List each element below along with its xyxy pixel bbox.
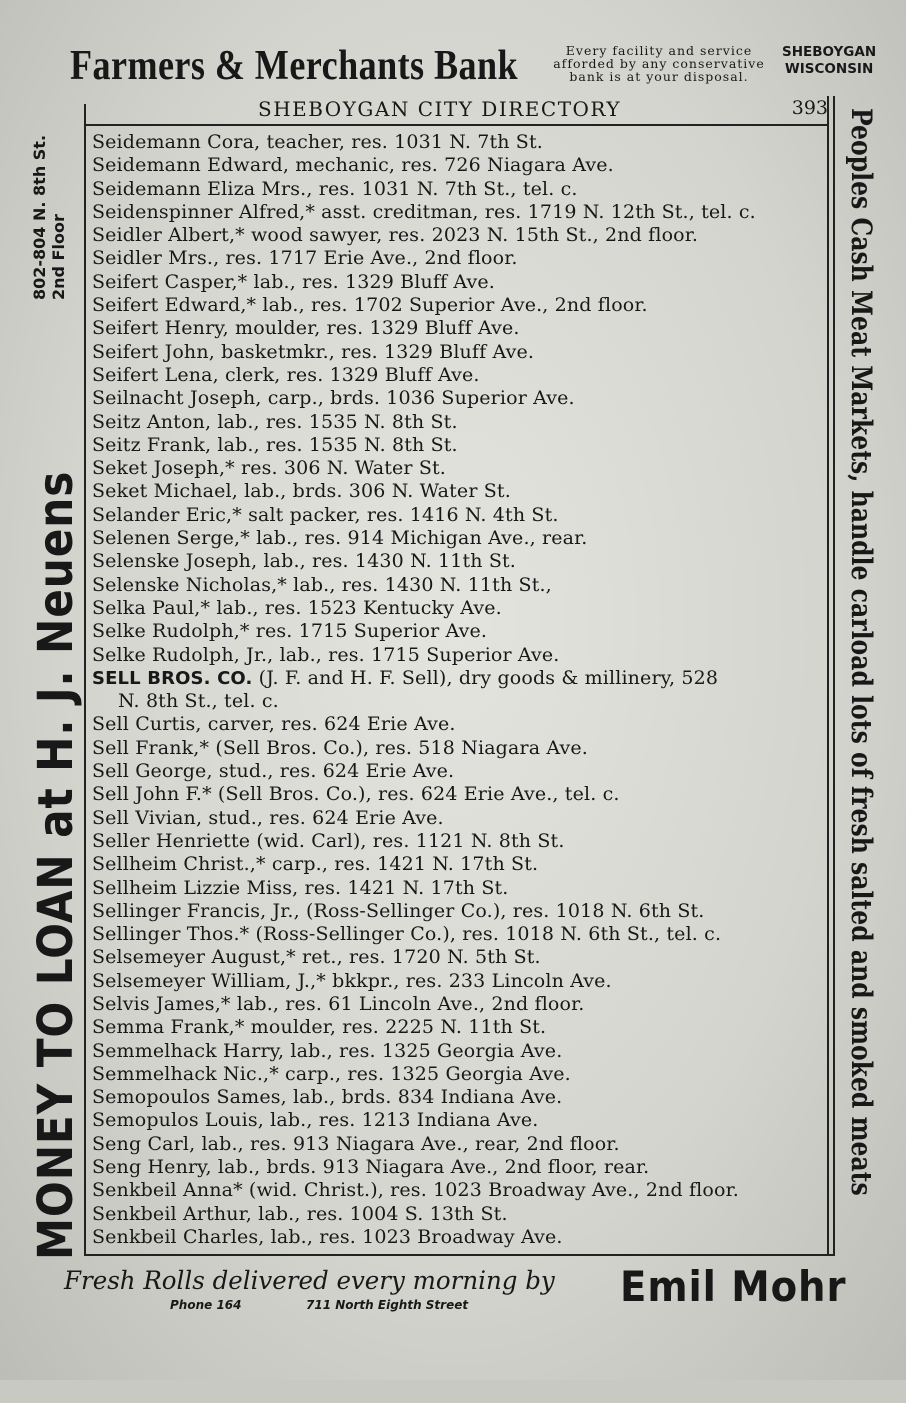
directory-entry: Selvis James,* lab., res. 61 Lincoln Ave., 2nd floor.: [92, 992, 585, 1015]
directory-entry: Seidenspinner Alfred,* asst. creditman, res. 1719 N. 12th St., tel. c.: [92, 200, 756, 223]
directory-entry: Seng Henry, lab., brds. 913 Niagara Ave., 2nd floor, rear.: [92, 1156, 650, 1179]
directory-entry: Seitz Anton, lab., res. 1535 N. 8th St.: [92, 410, 458, 433]
directory-entry: Sellheim Christ.,* carp., res. 1421 N. 17th St.: [92, 853, 539, 876]
directory-entry: Semopoulos Sames, lab., brds. 834 Indiana Ave.: [92, 1086, 563, 1109]
bank-state: WISCONSIN: [784, 61, 874, 77]
page-number: 393: [791, 97, 828, 119]
bakery-name: Emil Mohr: [620, 1262, 847, 1311]
directory-entry: Seidemann Eliza Mrs., res. 1031 N. 7th St., tel. c.: [92, 177, 578, 200]
money-to-loan-advertisement: [28, 134, 84, 1260]
bank-tagline-line: afforded by any conservative: [553, 56, 765, 71]
directory-entry: Selke Rudolph, Jr., lab., res. 1715 Superior Ave.: [92, 643, 560, 666]
business-name: SELL BROS. CO.: [92, 667, 253, 689]
neuens-address-street: 802-804 N. 8th St.: [30, 134, 49, 300]
directory-entry: Sell Curtis, carver, res. 624 Erie Ave.: [92, 713, 456, 736]
directory-entry: Selenen Serge,* lab., res. 914 Michigan Ave., rear.: [92, 527, 588, 550]
bank-tagline-line: bank is at your disposal.: [569, 69, 749, 84]
directory-entry: Seng Carl, lab., res. 913 Niagara Ave., rear, 2nd floor.: [92, 1132, 620, 1155]
neuens-address: [30, 135, 68, 300]
directory-header: [90, 96, 830, 122]
directory-entry: Sellheim Lizzie Miss, res. 1421 N. 17th St.: [92, 876, 509, 899]
directory-entry: Selka Paul,* lab., res. 1523 Kentucky Ave.: [92, 596, 502, 619]
directory-entry: Sell John F.* (Sell Bros. Co.), res. 624 Erie Ave., tel. c.: [92, 783, 620, 806]
directory-entry: Semopulos Louis, lab., res. 1213 Indiana Ave.: [92, 1109, 539, 1132]
footer-rule: [86, 1254, 835, 1256]
directory-entry: Seifert Lena, clerk, res. 1329 Bluff Ave.: [92, 363, 480, 386]
bakery-advertisement: [64, 1262, 874, 1326]
bank-tagline-line: Every facility and service: [565, 43, 753, 58]
directory-entry: Senkbeil Charles, lab., res. 1023 Broadway Ave.: [92, 1225, 563, 1248]
directory-entry: Sellinger Francis, Jr., (Ross-Sellinger Co.), res. 1018 N. 6th St.: [92, 899, 705, 922]
header-rule: [86, 124, 827, 126]
directory-entry: Selenske Nicholas,* lab., res. 1430 N. 11th St.,: [92, 573, 552, 596]
bank-city: SHEBOYGAN: [782, 44, 877, 60]
directory-entry: Sell Frank,* (Sell Bros. Co.), res. 518 Niagara Ave.: [92, 736, 588, 759]
bakery-slogan: Fresh Rolls delivered every morning by: [64, 1266, 555, 1295]
business-details: (J. F. and H. F. Sell), dry goods & millinery, 528: [252, 666, 719, 689]
directory-entry: Semmelhack Harry, lab., res. 1325 Georgia Ave.: [92, 1039, 563, 1062]
directory-entry: Seidler Mrs., res. 1717 Erie Ave., 2nd floor.: [92, 247, 518, 270]
meat-market-advertisement: [845, 108, 878, 1403]
money-to-loan-text: MONEY TO LOAN at H. J. Neuens: [28, 470, 84, 1260]
directory-entry: Seidemann Cora, teacher, res. 1031 N. 7th St.: [92, 131, 543, 153]
directory-entry: Seidler Albert,* wood sawyer, res. 2023 N. 15th St., 2nd floor.: [92, 224, 699, 247]
directory-entry: Senkbeil Arthur, lab., res. 1004 S. 13th St.: [92, 1202, 508, 1225]
directory-entry: Sellinger Thos.* (Ross-Sellinger Co.), res. 1018 N. 6th St., tel. c.: [92, 923, 722, 946]
directory-entry: Seidemann Edward, mechanic, res. 726 Niagara Ave.: [92, 154, 614, 177]
directory-entry: Selsemeyer August,* ret., res. 1720 N. 5th St.: [92, 946, 541, 969]
meat-market-text: Peoples Cash Meat Markets, handle carload lots of fresh salted and smoked meats: [845, 108, 878, 1196]
directory-entry: Seilnacht Joseph, carp., brds. 1036 Superior Ave.: [92, 387, 575, 410]
directory-entry: Seller Henriette (wid. Carl), res. 1121 N. 8th St.: [92, 829, 565, 852]
directory-entry: Senkbeil Anna* (wid. Christ.), res. 1023 Broadway Ave., 2nd floor.: [92, 1179, 739, 1202]
directory-entry: Selsemeyer William, J.,* bkkpr., res. 233 Lincoln Ave.: [92, 969, 612, 992]
directory-entry: Seitz Frank, lab., res. 1535 N. 8th St.: [92, 433, 458, 456]
bakery-phone: Phone 164: [170, 1298, 242, 1312]
directory-entry: Seifert John, basketmkr., res. 1329 Bluff Ave.: [92, 340, 535, 363]
directory-entry: Selke Rudolph,* res. 1715 Superior Ave.: [92, 620, 488, 643]
directory-entry: Seifert Henry, moulder, res. 1329 Bluff Ave.: [92, 317, 520, 340]
bank-name: Farmers & Merchants Bank: [70, 43, 519, 89]
directory-entry: Sell Vivian, stud., res. 624 Erie Ave.: [92, 806, 444, 829]
bank-location: [782, 44, 876, 78]
business-entry-continuation: N. 8th St., tel. c.: [118, 690, 279, 713]
directory-entry: Selenske Joseph, lab., res. 1430 N. 11th St.: [92, 550, 516, 573]
directory-entry: Seifert Casper,* lab., res. 1329 Bluff Ave.: [92, 270, 496, 293]
left-border-rule: [84, 104, 86, 1256]
right-border-rule-outer: [833, 96, 835, 1256]
neuens-address-floor: 2nd Floor: [49, 214, 68, 300]
bank-tagline: [552, 44, 766, 83]
directory-entry: Seket Joseph,* res. 306 N. Water St.: [92, 457, 446, 480]
directory-entry: Semma Frank,* moulder, res. 2225 N. 11th St.: [92, 1016, 547, 1039]
directory-entry: Semmelhack Nic.,* carp., res. 1325 Georgia Ave.: [92, 1062, 571, 1085]
directory-entry: Seifert Edward,* lab., res. 1702 Superior Ave., 2nd floor.: [92, 294, 648, 317]
business-entry: [92, 667, 832, 690]
directory-entries: [92, 131, 832, 1249]
directory-entry: Selander Eric,* salt packer, res. 1416 N. 4th St.: [92, 503, 559, 526]
page-title: SHEBOYGAN CITY DIRECTORY: [258, 97, 622, 121]
bakery-address: 711 North Eighth Street: [306, 1298, 469, 1312]
directory-entry: Sell George, stud., res. 624 Erie Ave.: [92, 760, 455, 783]
bank-advertisement: [70, 40, 877, 92]
directory-entry: Seket Michael, lab., brds. 306 N. Water St.: [92, 480, 511, 503]
